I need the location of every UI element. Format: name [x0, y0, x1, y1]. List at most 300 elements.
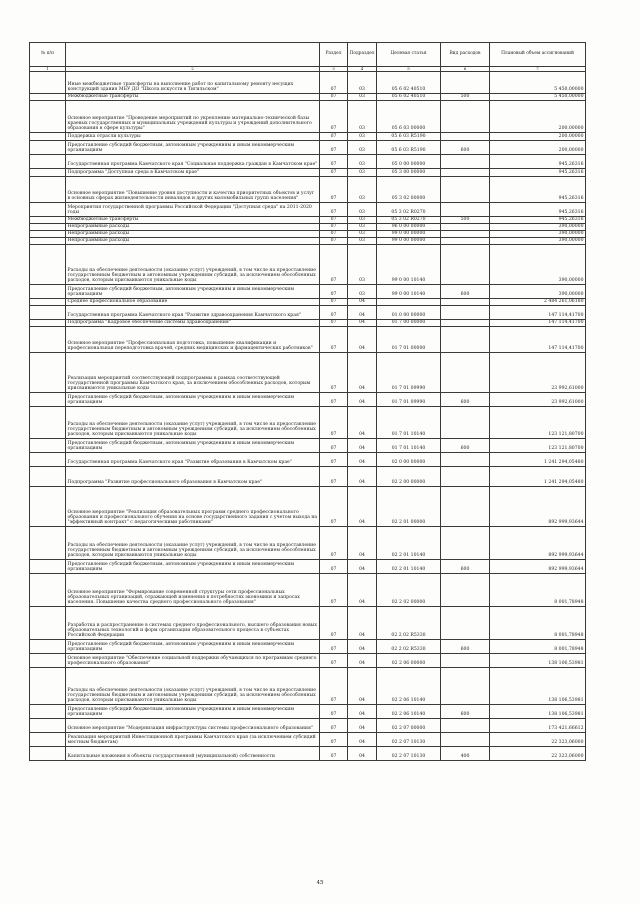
row-vr-cell: [441, 320, 490, 327]
row-csr-cell: 05 6 03 R5190: [377, 133, 441, 141]
row-podrazdel-cell: 04: [348, 668, 377, 705]
row-name-cell: Государственная программа Камчатского края "Развитие образования в Камчатском крае": [66, 453, 320, 467]
row-sum-cell: 390,00000: [490, 285, 586, 299]
row-csr-cell: 99 0 00 10140: [377, 285, 441, 299]
row-vr-cell: [441, 203, 490, 217]
row-sum-cell: 390,00000: [490, 245, 586, 285]
table-row: [30, 231, 586, 238]
row-podrazdel-cell: 03: [348, 141, 377, 155]
row-vr-cell: [441, 487, 490, 527]
table-row: [30, 733, 586, 747]
row-vr-cell: 500: [441, 94, 490, 101]
row-num-cell: [30, 306, 66, 320]
row-razdel-cell: 07: [320, 177, 348, 203]
row-razdel-cell: 07: [320, 719, 348, 733]
row-csr-cell: 02 2 07 10130: [377, 747, 441, 761]
row-num-cell: [30, 94, 66, 101]
row-razdel-cell: 07: [320, 285, 348, 299]
row-vr-cell: [441, 527, 490, 560]
row-name-cell: Предоставление субсидий бюджетным, автономным учреждениям и иным некоммерческим организациям: [66, 393, 320, 407]
row-sum-cell: 138 106,53981: [490, 668, 586, 705]
row-name-cell: Подпрограмма "Доступная среда в Камчатском крае": [66, 169, 320, 177]
row-sum-cell: 200,00000: [490, 141, 586, 155]
row-csr-cell: 01 7 01 00000: [377, 327, 441, 353]
row-vr-cell: [441, 231, 490, 238]
row-num-cell: [30, 527, 66, 560]
row-podrazdel-cell: 03: [348, 238, 377, 245]
row-podrazdel-cell: 03: [348, 285, 377, 299]
row-vr-cell: 600: [441, 439, 490, 453]
row-vr-cell: [441, 353, 490, 393]
column-number: 4: [348, 66, 377, 71]
table-header-row: [30, 43, 586, 67]
row-name-cell: Межбюджетные трансферты: [66, 217, 320, 224]
row-num-cell: [30, 245, 66, 285]
table-row: [30, 285, 586, 299]
row-razdel-cell: 07: [320, 169, 348, 177]
row-num-cell: [30, 668, 66, 705]
row-podrazdel-cell: 04: [348, 574, 377, 607]
row-razdel-cell: 07: [320, 94, 348, 101]
row-podrazdel-cell: 04: [348, 327, 377, 353]
row-sum-cell: 390,00000: [490, 238, 586, 245]
row-sum-cell: 1 241 294,05480: [490, 453, 586, 467]
table-row: [30, 169, 586, 177]
row-podrazdel-cell: 04: [348, 467, 377, 487]
row-podrazdel-cell: 03: [348, 217, 377, 224]
row-vr-cell: [441, 668, 490, 705]
row-sum-cell: 5 450,00000: [490, 94, 586, 101]
row-vr-cell: 600: [441, 640, 490, 654]
row-csr-cell: 02 0 00 00000: [377, 453, 441, 467]
row-num-cell: [30, 217, 66, 224]
row-name-cell: Расходы на обеспечение деятельности (оказание услуг) учреждений, в том числе на предоставление государственным бюджетным и автономным учреждениям субсидий, за исключением обособленных расходов, которым присваиваются уникальные коды: [66, 668, 320, 705]
row-csr-cell: 99 0 00 00000: [377, 238, 441, 245]
row-podrazdel-cell: 04: [348, 733, 377, 747]
row-name-cell: Непрограммные расходы: [66, 231, 320, 238]
row-name-cell: Расходы на обеспечение деятельности (оказание услуг) учреждений, в том числе на предоставление государственным бюджетным и автономным учреждениям субсидий, за исключением обособленных расходов, которым присваиваются уникальные коды: [66, 245, 320, 285]
row-num-cell: [30, 719, 66, 733]
row-podrazdel-cell: 04: [348, 705, 377, 719]
row-podrazdel-cell: 03: [348, 169, 377, 177]
row-name-cell: Подпрограмма "Кадровое обеспечение системы здравоохранения": [66, 320, 320, 327]
row-num-cell: [30, 133, 66, 141]
row-sum-cell: 147 114,41700: [490, 327, 586, 353]
column-number: 6: [441, 66, 490, 71]
row-csr-cell: 02 2 07 10130: [377, 733, 441, 747]
table-row: [30, 217, 586, 224]
table-row: [30, 453, 586, 467]
row-razdel-cell: 07: [320, 155, 348, 169]
row-name-cell: Подпрограмма "Развитие профессионального образования в Камчатском крае": [66, 467, 320, 487]
row-razdel-cell: 07: [320, 320, 348, 327]
page-number: 45: [316, 880, 324, 886]
row-razdel-cell: 07: [320, 640, 348, 654]
row-name-cell: Расходы на обеспечение деятельности (оказание услуг) учреждений, в том числе на предоставление государственным бюджетным и автономным учреждениям субсидий, за исключением обособленных расходов, которым присваиваются уникальные коды: [66, 407, 320, 439]
row-name-cell: Государственная программа Камчатского края "Социальная поддержка граждан в Камчатском крае": [66, 155, 320, 169]
row-sum-cell: 8 001,78948: [490, 607, 586, 640]
table-row: [30, 719, 586, 733]
row-podrazdel-cell: 04: [348, 320, 377, 327]
row-num-cell: [30, 733, 66, 747]
row-csr-cell: 05 3 02 R0270: [377, 203, 441, 217]
row-num-cell: [30, 231, 66, 238]
row-razdel-cell: 07: [320, 393, 348, 407]
row-podrazdel-cell: 04: [348, 353, 377, 393]
row-csr-cell: 05 3 02 00000: [377, 177, 441, 203]
table-row: [30, 306, 586, 320]
table-row: [30, 141, 586, 155]
table-row: [30, 705, 586, 719]
row-podrazdel-cell: 04: [348, 299, 377, 306]
row-num-cell: [30, 177, 66, 203]
row-sum-cell: 147 114,41700: [490, 306, 586, 320]
row-csr-cell: 02 2 01 10140: [377, 527, 441, 560]
row-csr-cell: 02 2 00 00000: [377, 467, 441, 487]
row-vr-cell: [441, 224, 490, 231]
row-csr-cell: 05 6 02 40510: [377, 94, 441, 101]
row-vr-cell: 600: [441, 393, 490, 407]
row-vr-cell: [441, 245, 490, 285]
row-razdel-cell: 07: [320, 224, 348, 231]
row-vr-cell: 600: [441, 560, 490, 574]
table-row: [30, 155, 586, 169]
header-name: [66, 43, 320, 67]
row-sum-cell: 123 121,80700: [490, 439, 586, 453]
row-razdel-cell: 07: [320, 560, 348, 574]
row-podrazdel-cell: 04: [348, 607, 377, 640]
row-podrazdel-cell: 04: [348, 306, 377, 320]
row-num-cell: [30, 705, 66, 719]
header-razdel: Раздел: [320, 43, 348, 67]
row-num-cell: [30, 407, 66, 439]
row-num-cell: [30, 155, 66, 169]
table-row: [30, 487, 586, 527]
row-csr-cell: 01 7 01 09990: [377, 353, 441, 393]
row-podrazdel-cell: 03: [348, 101, 377, 133]
row-sum-cell: 945,26316: [490, 169, 586, 177]
table-row: [30, 668, 586, 705]
row-podrazdel-cell: 04: [348, 393, 377, 407]
row-csr-cell: 02 2 02 00000: [377, 574, 441, 607]
row-sum-cell: 22 323,06000: [490, 747, 586, 761]
row-razdel-cell: 07: [320, 453, 348, 467]
row-csr-cell: 05 3 02 R0270: [377, 217, 441, 224]
row-vr-cell: 500: [441, 217, 490, 224]
table-row: [30, 238, 586, 245]
row-podrazdel-cell: 04: [348, 487, 377, 527]
row-sum-cell: 5 450,00000: [490, 72, 586, 94]
table-row: [30, 133, 586, 141]
row-sum-cell: 147 114,41700: [490, 320, 586, 327]
header-podrazdel: Подраздел: [348, 43, 377, 67]
row-vr-cell: [441, 169, 490, 177]
table-row: [30, 527, 586, 560]
row-csr-cell: 05 6 03 00000: [377, 101, 441, 133]
row-podrazdel-cell: 03: [348, 133, 377, 141]
row-num-cell: [30, 560, 66, 574]
row-sum-cell: 945,26316: [490, 203, 586, 217]
row-num-cell: [30, 141, 66, 155]
row-sum-cell: 23 992,61000: [490, 353, 586, 393]
row-name-cell: Предоставление субсидий бюджетным, автономным учреждениям и иным некоммерческим организациям: [66, 560, 320, 574]
row-razdel-cell: 07: [320, 141, 348, 155]
table-row: [30, 467, 586, 487]
row-sum-cell: 892 999,93644: [490, 487, 586, 527]
row-sum-cell: 173 421,66612: [490, 719, 586, 733]
row-name-cell: Среднее профессиональное образование: [66, 299, 320, 306]
row-razdel-cell: 07: [320, 353, 348, 393]
row-vr-cell: 600: [441, 285, 490, 299]
row-podrazdel-cell: 03: [348, 72, 377, 94]
row-podrazdel-cell: 04: [348, 527, 377, 560]
row-razdel-cell: 07: [320, 203, 348, 217]
table-row: [30, 574, 586, 607]
table-row: [30, 439, 586, 453]
row-vr-cell: [441, 72, 490, 94]
row-name-cell: Капитальные вложения в объекты государственной (муниципальной) собственности: [66, 747, 320, 761]
row-vr-cell: 600: [441, 141, 490, 155]
row-csr-cell: 96 0 00 00000: [377, 224, 441, 231]
row-sum-cell: 8 001,78948: [490, 640, 586, 654]
row-sum-cell: 390,00000: [490, 231, 586, 238]
row-csr-cell: 01 0 00 00000: [377, 306, 441, 320]
table-row: [30, 101, 586, 133]
row-num-cell: [30, 654, 66, 668]
row-sum-cell: 138 106,53981: [490, 705, 586, 719]
row-vr-cell: [441, 155, 490, 169]
row-num-cell: [30, 224, 66, 231]
header-csr: Целевая статья: [377, 43, 441, 67]
row-podrazdel-cell: 04: [348, 654, 377, 668]
row-num-cell: [30, 353, 66, 393]
table-row: [30, 224, 586, 231]
row-razdel-cell: 07: [320, 747, 348, 761]
row-razdel-cell: 07: [320, 238, 348, 245]
row-name-cell: Расходы на обеспечение деятельности (оказание услуг) учреждений, в том числе на предоставление государственным бюджетным и автономным учреждениям субсидий, за исключением обособленных расходов, которым присваиваются уникальные коды: [66, 527, 320, 560]
row-name-cell: Мероприятия государственной программы Российской Федерации "Доступная среда" на 2011-2020 годы: [66, 203, 320, 217]
row-csr-cell: 02 2 06 10140: [377, 705, 441, 719]
row-razdel-cell: 07: [320, 133, 348, 141]
row-vr-cell: [441, 299, 490, 306]
table-row: [30, 607, 586, 640]
row-csr-cell: 99 0 00 10140: [377, 245, 441, 285]
row-name-cell: Межбюджетные трансферты: [66, 94, 320, 101]
column-number: 2: [66, 66, 320, 71]
row-num-cell: [30, 607, 66, 640]
row-vr-cell: [441, 177, 490, 203]
row-razdel-cell: 07: [320, 654, 348, 668]
table-row: [30, 320, 586, 327]
row-vr-cell: [441, 719, 490, 733]
row-podrazdel-cell: 03: [348, 245, 377, 285]
row-sum-cell: 200,00000: [490, 101, 586, 133]
table-row: [30, 353, 586, 393]
row-csr-cell: 02 2 06 00000: [377, 654, 441, 668]
row-vr-cell: [441, 407, 490, 439]
row-name-cell: Предоставление субсидий бюджетным, автономным учреждениям и иным некоммерческим организациям: [66, 141, 320, 155]
row-vr-cell: [441, 306, 490, 320]
row-podrazdel-cell: 03: [348, 177, 377, 203]
row-podrazdel-cell: 03: [348, 231, 377, 238]
row-csr-cell: 02 2 02 R5330: [377, 640, 441, 654]
row-vr-cell: [441, 574, 490, 607]
row-num-cell: [30, 453, 66, 467]
row-podrazdel-cell: 04: [348, 719, 377, 733]
row-razdel-cell: 07: [320, 574, 348, 607]
row-podrazdel-cell: 04: [348, 407, 377, 439]
row-razdel-cell: 07: [320, 439, 348, 453]
row-name-cell: Поддержка отрасли культуры: [66, 133, 320, 141]
row-name-cell: Разработка и распространение в системах среднего профессионального, высшего образования новых образовательных технологий и форм организации образовательного процесса в субъектах Российской Федерации: [66, 607, 320, 640]
row-sum-cell: 945,26316: [490, 217, 586, 224]
row-num-cell: [30, 393, 66, 407]
table-row: [30, 393, 586, 407]
row-podrazdel-cell: 03: [348, 155, 377, 169]
table-body: [30, 72, 586, 761]
row-razdel-cell: 07: [320, 217, 348, 224]
table-row: [30, 327, 586, 353]
row-vr-cell: [441, 133, 490, 141]
row-csr-cell: 05 0 00 00000: [377, 155, 441, 169]
row-razdel-cell: 07: [320, 733, 348, 747]
row-name-cell: Основное мероприятие "Реализация образовательных программ среднего профессионального образования и профессионального обучения на основе государственного задания с учетом выхода на "эффективный контракт" с педагогическими работниками": [66, 487, 320, 527]
budget-table: [29, 42, 586, 761]
row-vr-cell: 400: [441, 747, 490, 761]
row-razdel-cell: 07: [320, 487, 348, 527]
column-number: 5: [377, 66, 441, 71]
row-num-cell: [30, 285, 66, 299]
row-sum-cell: 892 999,93644: [490, 527, 586, 560]
table-row: [30, 245, 586, 285]
row-name-cell: Непрограммные расходы: [66, 238, 320, 245]
row-podrazdel-cell: 03: [348, 94, 377, 101]
row-razdel-cell: 07: [320, 299, 348, 306]
row-csr-cell: 02 2 02 R5330: [377, 607, 441, 640]
row-csr-cell: [377, 299, 441, 306]
row-sum-cell: 945,26316: [490, 155, 586, 169]
row-vr-cell: [441, 467, 490, 487]
row-name-cell: Предоставление субсидий бюджетным, автономным учреждениям и иным некоммерческим организациям: [66, 439, 320, 453]
row-name-cell: Иные межбюджетные трансферты на выполнение работ по капитальному ремонту несущих конструкций здания МБУ ДО "Школа искусств в Тигильском": [66, 72, 320, 94]
row-csr-cell: 02 2 06 10140: [377, 668, 441, 705]
row-csr-cell: 01 7 00 00000: [377, 320, 441, 327]
row-name-cell: Предоставление субсидий бюджетным, автономным учреждениям и иным некоммерческим организациям: [66, 705, 320, 719]
row-sum-cell: 22 323,06000: [490, 733, 586, 747]
row-razdel-cell: 07: [320, 607, 348, 640]
row-razdel-cell: 07: [320, 101, 348, 133]
row-sum-cell: 1 241 294,05480: [490, 467, 586, 487]
row-podrazdel-cell: 04: [348, 640, 377, 654]
table-row: [30, 407, 586, 439]
row-sum-cell: 123 121,80700: [490, 407, 586, 439]
row-name-cell: Основное мероприятие "Профессиональная подготовка, повышение квалификации и профессиональная переподготовка врачей, средних медицинских и фармацевтических работников": [66, 327, 320, 353]
row-sum-cell: 23 992,61000: [490, 393, 586, 407]
row-razdel-cell: 07: [320, 705, 348, 719]
row-csr-cell: 05 6 03 R5190: [377, 141, 441, 155]
table-row: [30, 299, 586, 306]
row-podrazdel-cell: 04: [348, 560, 377, 574]
row-num-cell: [30, 467, 66, 487]
row-num-cell: [30, 574, 66, 607]
header-num: № п/п: [30, 43, 66, 67]
row-razdel-cell: 07: [320, 668, 348, 705]
row-sum-cell: 8 001,78948: [490, 574, 586, 607]
row-name-cell: Основное мероприятие "Обеспечение социальной поддержки обучающихся по программам среднего профессионального образования": [66, 654, 320, 668]
row-name-cell: Реализация мероприятий Инвестиционной программы Камчатского края (за исключением субсидий местным бюджетам): [66, 733, 320, 747]
row-num-cell: [30, 487, 66, 527]
row-sum-cell: 2 484 261,06180: [490, 299, 586, 306]
row-razdel-cell: 07: [320, 306, 348, 320]
row-num-cell: [30, 320, 66, 327]
row-razdel-cell: 07: [320, 527, 348, 560]
row-csr-cell: 01 7 01 09990: [377, 393, 441, 407]
row-vr-cell: [441, 607, 490, 640]
row-vr-cell: [441, 327, 490, 353]
row-csr-cell: 05 3 00 00000: [377, 169, 441, 177]
table-row: [30, 177, 586, 203]
row-sum-cell: 945,26316: [490, 177, 586, 203]
header-vr: Вид расходов: [441, 43, 490, 67]
table-row: [30, 72, 586, 94]
row-vr-cell: [441, 654, 490, 668]
row-podrazdel-cell: 04: [348, 453, 377, 467]
row-vr-cell: [441, 101, 490, 133]
row-csr-cell: 99 0 00 00000: [377, 231, 441, 238]
row-podrazdel-cell: 04: [348, 747, 377, 761]
column-number: 3: [320, 66, 348, 71]
row-name-cell: Государственная программа Камчатского края "Развитие здравоохранения Камчатского края": [66, 306, 320, 320]
row-num-cell: [30, 169, 66, 177]
row-csr-cell: 01 7 01 10140: [377, 407, 441, 439]
row-num-cell: [30, 299, 66, 306]
row-num-cell: [30, 327, 66, 353]
row-sum-cell: 200,00000: [490, 133, 586, 141]
row-num-cell: [30, 101, 66, 133]
table-row: [30, 560, 586, 574]
row-csr-cell: 02 2 07 00000: [377, 719, 441, 733]
row-razdel-cell: 07: [320, 407, 348, 439]
table-row: [30, 654, 586, 668]
table-row: [30, 203, 586, 217]
table-row: [30, 94, 586, 101]
row-sum-cell: 390,00000: [490, 224, 586, 231]
row-num-cell: [30, 439, 66, 453]
row-razdel-cell: 07: [320, 231, 348, 238]
row-csr-cell: 05 6 02 40510: [377, 72, 441, 94]
row-csr-cell: 01 7 01 10140: [377, 439, 441, 453]
row-name-cell: Основное мероприятие "Проведение мероприятий по укреплению материально-технической базы краевых государственных и муниципальных учреждений культуры и учреждений дополнительного образования в сфере культуры": [66, 101, 320, 133]
column-number: 7: [490, 66, 586, 71]
row-name-cell: Непрограммные расходы: [66, 224, 320, 231]
row-name-cell: Предоставление субсидий бюджетным, автономным учреждениям и иным некоммерческим организациям: [66, 285, 320, 299]
row-name-cell: Основное мероприятие "Модернизация инфраструктуры системы профессионального образования": [66, 719, 320, 733]
table-row: [30, 747, 586, 761]
row-num-cell: [30, 747, 66, 761]
table-row: [30, 640, 586, 654]
column-number: 1: [30, 66, 66, 71]
row-num-cell: [30, 72, 66, 94]
row-vr-cell: [441, 453, 490, 467]
row-razdel-cell: 07: [320, 245, 348, 285]
row-sum-cell: 138 106,53981: [490, 654, 586, 668]
row-name-cell: Основное мероприятие "Повышение уровня доступности и качества приоритетных объектов и услуг в основных сферах жизнедеятельности инвалидов и других маломобильных групп населения": [66, 177, 320, 203]
row-podrazdel-cell: 04: [348, 439, 377, 453]
row-razdel-cell: 07: [320, 327, 348, 353]
row-vr-cell: 600: [441, 705, 490, 719]
row-podrazdel-cell: 03: [348, 224, 377, 231]
row-num-cell: [30, 203, 66, 217]
